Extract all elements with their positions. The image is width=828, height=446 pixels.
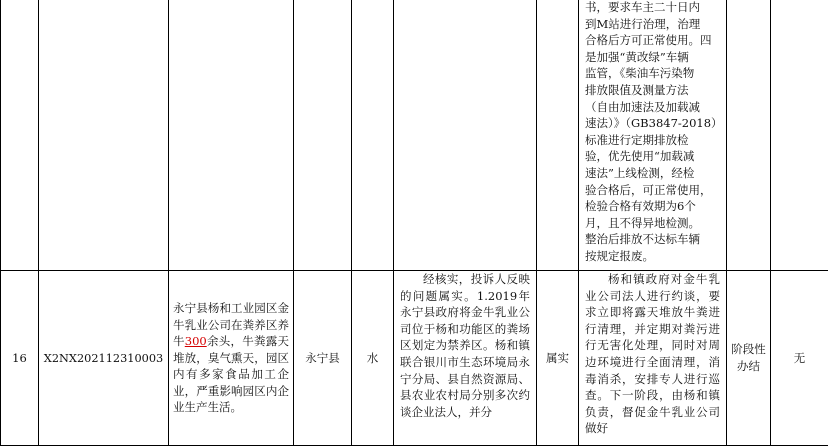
cell-index — [1, 0, 39, 271]
table-row — [1, 0, 828, 271]
rectification-line: 合格后方可正常使用。四 — [585, 32, 720, 49]
accountability: 无 — [771, 271, 828, 446]
cell-progress — [727, 0, 771, 271]
table-row — [1, 271, 828, 446]
rectification-line: 速法）》（GB3847-2018） — [585, 115, 720, 132]
investigation-text: 经核实，投诉人反映的问题属实。1.2019年永宁县政府将金牛乳业公司位于杨和功能区的粪场区划定为禁养区。杨和镇联合银川市生态环境局永宁分局、县自然资源局、县农业农村局分别多次约谈企业法人，并分 — [394, 271, 536, 420]
cell-investigation — [394, 0, 537, 271]
rectification-line: 验，优先使用“加载减 — [585, 148, 720, 165]
rectification-line: （自由加速法及加载减 — [585, 99, 720, 116]
cell-type — [352, 0, 394, 271]
verdict: 属实 — [537, 271, 579, 446]
cell-investigation — [394, 271, 537, 446]
cell-complaint — [169, 271, 294, 446]
progress-status: 阶段性办结 — [727, 271, 771, 446]
rectification-line: 监管，《柴油车污染物 — [585, 65, 720, 82]
rectification-line: 到M站进行治理，治理 — [585, 16, 720, 33]
rectification-line: 书，要求车主二十日内 — [585, 0, 720, 16]
pollution-type: 水 — [352, 271, 394, 446]
cell-complaint — [169, 0, 294, 271]
row-index: 16 — [1, 271, 39, 446]
cell-rectification — [579, 0, 727, 271]
county: 永宁县 — [294, 271, 352, 446]
highlighted-number: 300 — [185, 334, 207, 348]
rectification-line: 验合格后，可正常使用， — [585, 182, 720, 199]
rectification-text: 杨和镇政府对金牛乳业公司法人进行约谈，要求立即将露天堆放牛粪进行清理，并定期对粪污进行无害化处理，同时对周边环境进行全面清理，消毒消杀，安排专人进行巡查。下一阶段，由杨和镇负责，督促金牛乳业公司做好 — [579, 271, 726, 437]
rectification-line: 整治后排放不达标车辆 — [585, 231, 720, 248]
rectification-line: 排放限值及测量方法 — [585, 82, 720, 99]
cell-accountability — [771, 0, 828, 271]
complaint-text: 永宁县杨和工业园区金牛乳业公司在粪养区养牛300余头，牛粪露天堆放，臭气熏天，园区内有多家食品加工企业，严重影响园区内企业生产生活。 — [169, 300, 293, 416]
cell-county — [294, 0, 352, 271]
rectification-line: 月，且不得异地检测。 — [585, 215, 720, 232]
cell-code — [39, 0, 169, 271]
rectification-line: 检验合格有效期为6个 — [585, 198, 720, 215]
rectification-line: 是加强“黄改绿”车辆 — [585, 49, 720, 66]
rectification-line: 标准进行定期排放检 — [585, 132, 720, 149]
cell-verdict — [537, 0, 579, 271]
complaint-code: X2NX202112310003 — [39, 271, 169, 446]
rectification-line: 按规定报废。 — [585, 248, 720, 265]
cell-rectification — [579, 271, 727, 446]
rectification-line: 速法”上线检测，经检 — [585, 165, 720, 182]
rectification-lines — [579, 0, 726, 265]
